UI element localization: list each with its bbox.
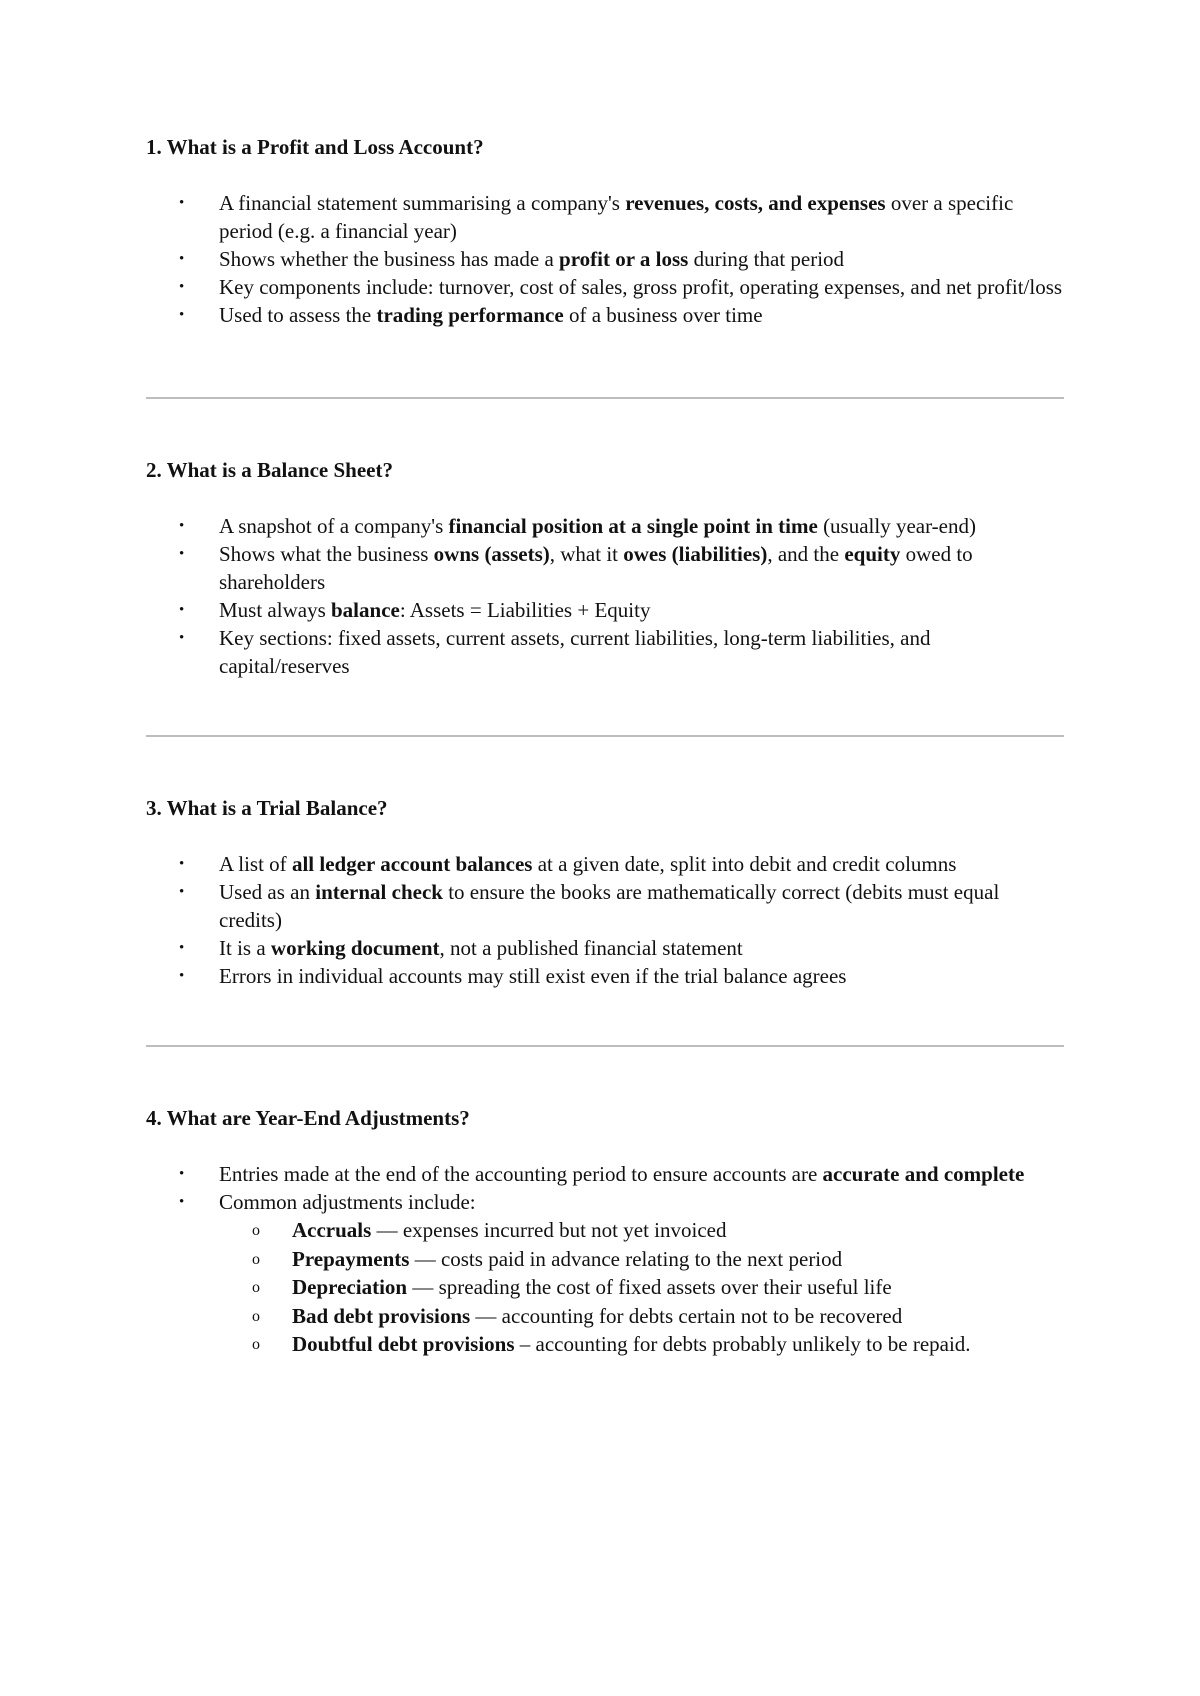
list-item: • Used to assess the trading performance of a business over time [179, 303, 763, 327]
list-item: • Key sections: fixed assets, current assets, current liabilities, long-term liabilities, and capital/reserves [179, 626, 931, 678]
list-item: • Shows whether the business has made a profit or a loss during that period [179, 247, 845, 271]
list-item: • A list of all ledger account balances at a given date, split into debit and credit columns [179, 852, 957, 876]
sub-list-item: o Prepayments — costs paid in advance relating to the next period [292, 1245, 1064, 1274]
sub-bullet-list [219, 1216, 1064, 1359]
section-year-end-adjustments [146, 1104, 1064, 1359]
bullet-icon: • [179, 251, 185, 267]
circle-bullet-icon: o [252, 1222, 260, 1239]
list-item: • Used as an internal check to ensure the books are mathematically correct (debits must equal credits) [179, 880, 1000, 932]
circle-bullet-icon: o [252, 1336, 260, 1353]
bullet-list [146, 850, 1064, 990]
list-item: • Shows what the business owns (assets), what it owes (liabilities), and the equity owed to shareholders [179, 542, 973, 594]
section-heading: 1. What is a Profit and Loss Account? [146, 135, 484, 159]
sub-list-item: o Depreciation — spreading the cost of fixed assets over their useful life [292, 1273, 1064, 1302]
circle-bullet-icon: o [252, 1279, 260, 1296]
list-item: • Common adjustments include: o Accruals — expenses incurred but not yet invoiced o Prepayments — costs paid in advance relating to the next period o Depreciation — spreading the cost of fixed assets over their useful life o Bad debt provisions — accounting for debts certain not to be recovered o Doubtful debt provisions – accounting for debts probably unlikely to be repaid. [219, 1188, 1064, 1359]
section-heading: 2. What is a Balance Sheet? [146, 458, 393, 482]
section-heading: 4. What are Year-End Adjustments? [146, 1106, 470, 1130]
bullet-icon: • [179, 856, 185, 872]
bullet-list [146, 512, 1064, 680]
bullet-list [146, 1160, 1064, 1359]
section-divider [146, 1045, 1064, 1047]
list-item: • A snapshot of a company's financial position at a single point in time (usually year-end) [179, 514, 976, 538]
bullet-icon: • [179, 279, 185, 295]
bullet-icon: • [179, 602, 185, 618]
bullet-icon: • [179, 884, 185, 900]
sub-list-item: o Accruals — expenses incurred but not yet invoiced [292, 1216, 1064, 1245]
bullet-icon: • [179, 940, 185, 956]
list-item: • Key components include: turnover, cost of sales, gross profit, operating expenses, and net profit/loss [179, 275, 1063, 299]
sub-list-item: o Doubtful debt provisions – accounting for debts probably unlikely to be repaid. [292, 1330, 1064, 1359]
circle-bullet-icon: o [252, 1307, 260, 1325]
circle-bullet-icon: o [252, 1250, 260, 1268]
list-item: • A financial statement summarising a company's revenues, costs, and expenses over a specific period (e.g. a financial year) [179, 191, 1014, 243]
section-profit-and-loss [146, 133, 1064, 329]
list-item: • Errors in individual accounts may still exist even if the trial balance agrees [179, 964, 847, 988]
section-balance-sheet [146, 456, 1064, 680]
bullet-icon: • [179, 195, 185, 211]
bullet-icon: • [179, 307, 185, 323]
bullet-icon: • [179, 968, 185, 984]
section-heading: 3. What is a Trial Balance? [146, 796, 388, 820]
bullet-icon: • [179, 1194, 185, 1210]
sub-list-item: o Bad debt provisions — accounting for debts certain not to be recovered [292, 1302, 1064, 1331]
bullet-icon: • [179, 1166, 185, 1182]
list-item: • Must always balance: Assets = Liabilities + Equity [179, 598, 651, 622]
bullet-icon: • [179, 630, 185, 646]
bullet-icon: • [179, 546, 185, 562]
bullet-icon: • [179, 518, 185, 534]
section-divider [146, 735, 1064, 737]
section-divider [146, 397, 1064, 399]
bullet-list [146, 189, 1064, 329]
list-item: • Entries made at the end of the accounting period to ensure accounts are accurate and complete [179, 1162, 1025, 1186]
section-trial-balance [146, 794, 1064, 990]
list-item: • It is a working document, not a published financial statement [179, 936, 743, 960]
